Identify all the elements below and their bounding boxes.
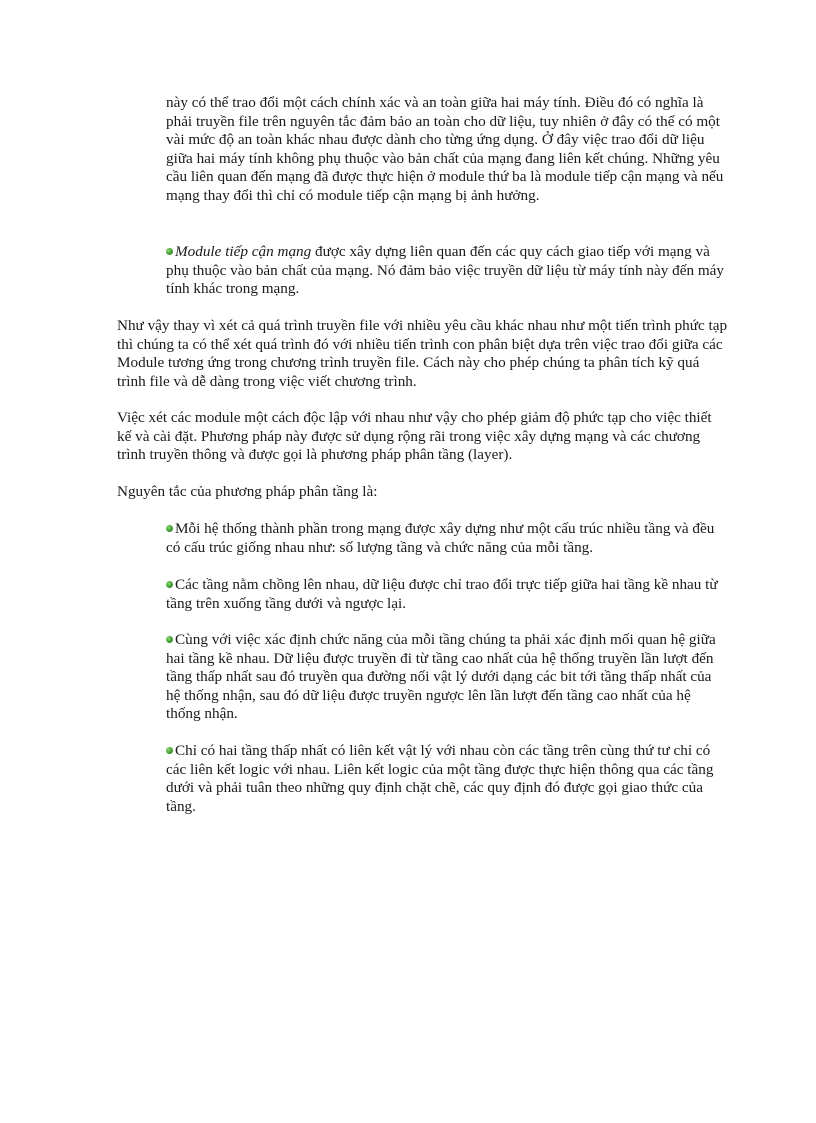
bullet-principle-3: [166, 631, 726, 724]
bullet-principle-1: [166, 520, 726, 557]
green-bullet-icon: [166, 525, 173, 532]
bullet-text: Chỉ có hai tầng thấp nhất có liên kết vật lý với nhau còn các tầng trên cùng thứ tư chỉ có các liên kết logic với nhau. Liên kết logic của một tầng được thực hiện thông qua các tầng dưới và phải tuân theo những quy định chặt chẽ, các quy định đó được gọi giao thức của tầng.: [166, 742, 714, 815]
green-bullet-icon: [166, 248, 173, 255]
paragraph-text: Nguyên tắc của phương pháp phân tầng là:: [117, 483, 378, 500]
bullet-text: được xây dựng liên quan đến các quy cách giao tiếp với mạng và phụ thuộc vào bản chất của mạng. Nó đảm bảo việc truyền dữ liệu từ máy tính này đến máy tính khác trong mạng.: [166, 243, 724, 298]
paragraph-text: này có thể trao đổi một cách chính xác và an toàn giữa hai máy tính. Điều đó có nghĩa là phải truyền file trên nguyên tắc đảm bảo an toàn cho dữ liệu, tuy nhiên ở đây có thể có một vài mức độ an toàn khác nhau được dành cho từng ứng dụng. Ở đây việc trao đổi dữ liệu giữa hai máy tính không phụ thuộc vào bản chất của mạng đang liên kết chúng. Những yêu cầu liên quan đến mạng đã được thực hiện ở module thứ ba là module tiếp cận mạng và nếu mạng thay đổi thì chỉ có module tiếp cận mạng bị ảnh hưởng.: [166, 94, 724, 204]
paragraph-text: Như vậy thay vì xét cả quá trình truyền file với nhiều yêu cầu khác nhau như một tiến trình phức tạp thì chúng ta có thể xét quá trình đó với nhiều tiến trình con phân biệt dựa trên việc trao đổi giữa các Module tương ứng trong chương trình truyền file. Cách này cho phép chúng ta phân tích kỹ quá trình file và dễ dàng trong việc viết chương trình.: [117, 317, 728, 390]
green-bullet-icon: [166, 636, 173, 643]
bullet-principle-4: [166, 742, 726, 816]
paragraph-intro-continuation: [166, 94, 726, 206]
paragraph-file-transfer: [117, 317, 729, 391]
bullet-text: Cùng với việc xác định chức năng của mỗi tầng chúng ta phải xác định mối quan hệ giữa hai tầng kề nhau. Dữ liệu được truyền đi từ tầng cao nhất của hệ thống truyền lần lượt đến tầng thấp nhất sau đó truyền qua đường nối vật lý dưới dạng các bit tới tầng thấp nhất của hệ thống nhận, sau đó dữ liệu được truyền ngược lên lần lượt đến tầng cao nhất của hệ thống nhận.: [166, 631, 716, 723]
bullet-module-network-access: [166, 243, 726, 299]
module-term: Module tiếp cận mạng: [175, 243, 312, 260]
paragraph-principles-heading: [117, 483, 729, 502]
green-bullet-icon: [166, 747, 173, 754]
green-bullet-icon: [166, 581, 173, 588]
paragraph-text: Việc xét các module một cách độc lập với nhau như vậy cho phép giảm độ phức tạp cho việc thiết kế và cài đặt. Phương pháp này được sử dụng rộng rãi trong việc xây dựng mạng và các chương trình truyền thông và được gọi là phương pháp phân tầng (layer).: [117, 409, 712, 464]
bullet-text: Mỗi hệ thống thành phần trong mạng được xây dựng như một cấu trúc nhiều tầng và đều có cấu trúc giống nhau như: số lượng tầng và chức năng của mỗi tầng.: [166, 520, 715, 556]
bullet-text: Các tầng nằm chồng lên nhau, dữ liệu được chỉ trao đổi trực tiếp giữa hai tầng kề nhau từ tầng trên xuống tầng dưới và ngược lại.: [166, 576, 718, 612]
paragraph-layering: [117, 409, 729, 465]
bullet-principle-2: [166, 576, 726, 613]
